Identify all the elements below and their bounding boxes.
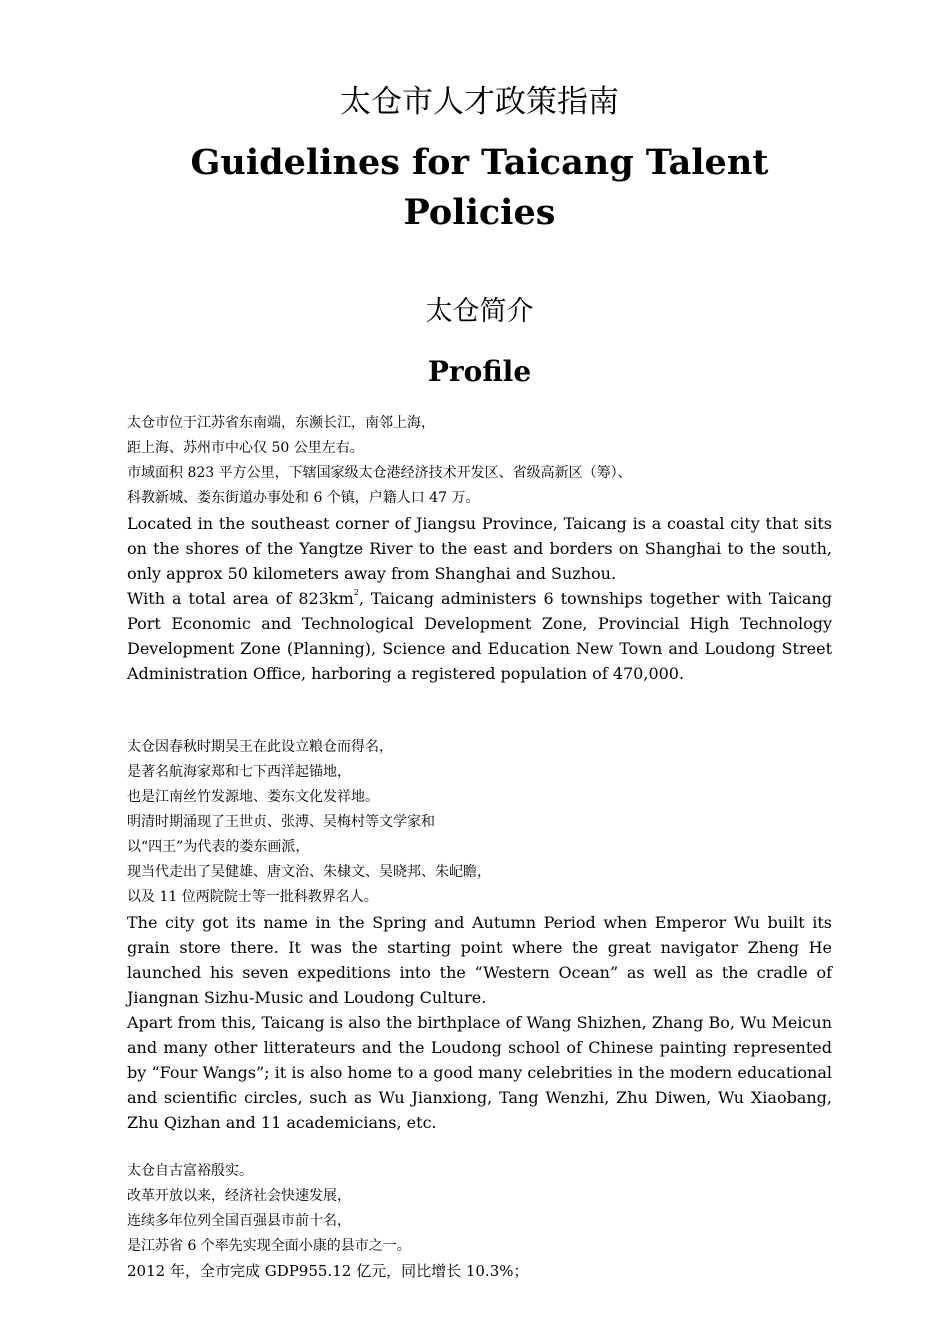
paragraph-group-history (127, 735, 832, 1135)
chinese-text-line: 也是江南丝竹发源地、娄东文化发祥地。 (127, 789, 379, 805)
english-paragraph (127, 586, 832, 686)
chinese-text-line: 太仓市位于江苏省东南端，东濒长江，南邻上海， (127, 415, 435, 431)
english-text-segment: With a total area of 823km (127, 589, 354, 608)
chinese-text-line: 是著名航海家郑和七下西洋起锚地， (127, 764, 351, 780)
document-title-english-line-2: Policies (403, 192, 556, 233)
section-heading-chinese: 太仓简介 (425, 296, 534, 327)
chinese-text-line: 以“四王”为代表的娄东画派， (127, 839, 310, 855)
english-paragraph: The city got its name in the Spring and Autumn Period when Emperor Wu built its grain store there. It was the starting point where the great navigator Zheng He launched his seven expeditions into the “Western Ocean” as well as the cradle of Jiangnan Sizhu-Music and Loudong Culture. (127, 913, 832, 1007)
chinese-text-line: 距上海、苏州市中心仅 50 公里左右。 (127, 440, 364, 456)
superscript: 2 (353, 588, 359, 597)
paragraph-group-economy (127, 1159, 832, 1284)
chinese-text-line: 连续多年位列全国百强县市前十名， (127, 1213, 351, 1229)
chinese-text-line: 改革开放以来，经济社会快速发展， (127, 1188, 351, 1204)
document-title-english (127, 138, 832, 238)
english-paragraph: Apart from this, Taicang is also the birthplace of Wang Shizhen, Zhang Bo, Wu Meicun and many other litterateurs and the Loudong school of Chinese painting represented by “Four Wangs”; it is also home to a good many celebrities in the modern educational and scientific circles, such as Wu Jianxiong, Tang Wenzhi, Zhu Diwen, Wu Xiaobang, Zhu Qizhan and 11 academicians, etc. (127, 1013, 832, 1132)
chinese-text-line: 市域面积 823 平方公里，下辖国家级太仓港经济技术开发区、省级高新区（筹）、 (127, 465, 632, 481)
english-paragraph: Located in the southeast corner of Jiangsu Province, Taicang is a coastal city that sits on the shores of the Yangtze River to the east and borders on Shanghai to the south, only approx 50 kilometers away from Shanghai and Suzhou. (127, 514, 832, 583)
chinese-text-line: 太仓自古富裕殷实。 (127, 1163, 253, 1179)
document-title-chinese: 太仓市人才政策指南 (340, 84, 619, 120)
chinese-text-line: 太仓因春秋时期吴王在此设立粮仓而得名， (127, 739, 393, 755)
paragraph-group-location (127, 411, 832, 686)
chinese-text-line: 以及 11 位两院院士等一批科教界名人。 (127, 889, 378, 905)
chinese-text-line: 科教新城、娄东街道办事处和 6 个镇，户籍人口 47 万。 (127, 490, 480, 506)
english-text-segment: , Taicang administers 6 townships together with Taicang Port Economic and Technological Development Zone, Provincial High Technology Development Zone (Planning), Science and Education New Town and Loudong Street Administration Office, harboring a registered population of 470,000. (127, 589, 832, 683)
chinese-text-line: 是江苏省 6 个率先实现全面小康的县市之一。 (127, 1238, 411, 1254)
chinese-text-line: 现当代走出了吴健雄、唐文治、朱棣文、吴晓邦、朱屺瞻， (127, 864, 491, 880)
chinese-text-line: 明清时期涌现了王世贞、张溥、吴梅村等文学家和 (127, 814, 435, 830)
chinese-text-line: 2012 年，全市完成 GDP955.12 亿元，同比增长 10.3%； (127, 1262, 529, 1280)
document-title-english-line-1: Guidelines for Taicang Talent (190, 142, 769, 183)
section-heading-english: Profile (427, 355, 532, 388)
